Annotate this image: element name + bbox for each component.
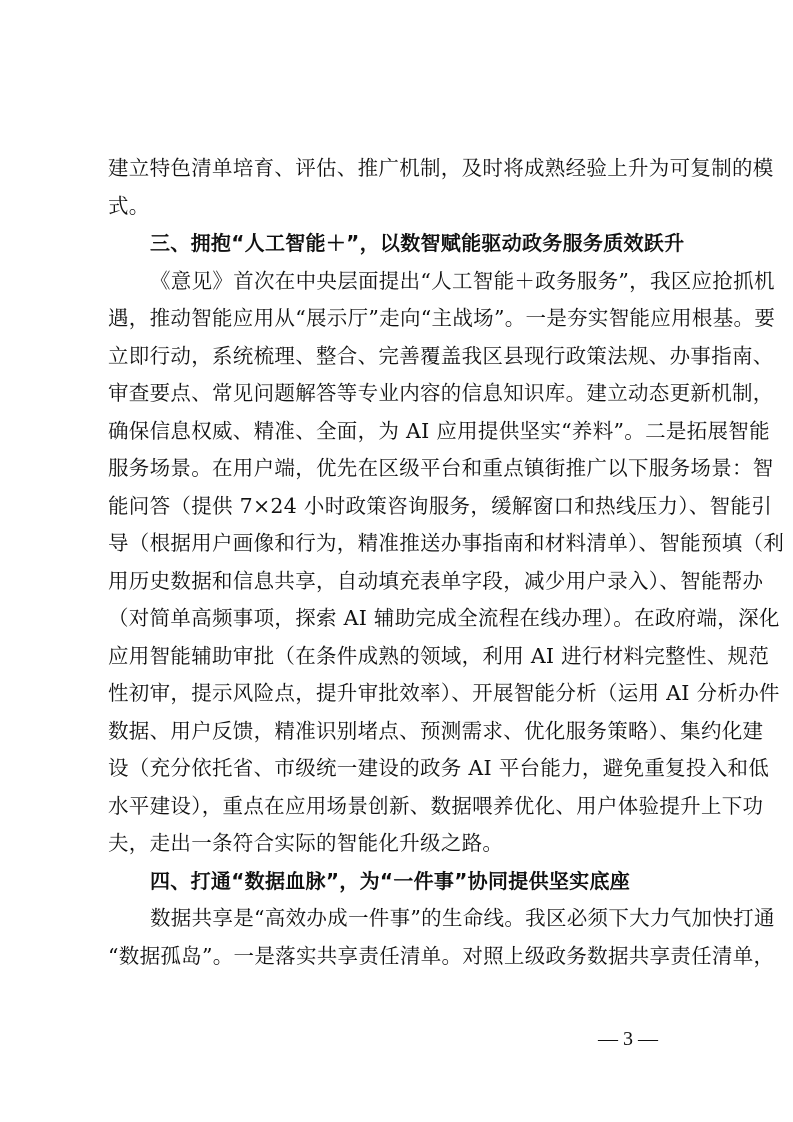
page-number: — 3 —: [598, 1028, 658, 1050]
body-line: 立即行动，系统梳理、整合、完善覆盖我区县现行政策法规、办事指南、: [108, 343, 774, 368]
body-line: 导（根据用户画像和行为，精准推送办事指南和材料清单）、智能预填（利: [108, 531, 785, 555]
body-line: 设（充分依托省、市级统一建设的政务 AI 平台能力，避免重复投入和低: [108, 756, 770, 780]
section-heading-3: 三、拥抱“人工智能＋”，以数智赋能驱动政务服务质效跃升: [150, 231, 685, 255]
body-line: 数据共享是“高效办成一件事”的生命线。我区必须下大力气加快打通: [150, 906, 775, 930]
body-line: 夫，走出一条符合实际的智能化升级之路。: [108, 831, 504, 855]
body-line: “数据孤岛”。一是落实共享责任清单。对照上级政务数据共享责任清单，: [108, 943, 775, 968]
body-line: 确保信息权威、精准、全面，为 AI 应用提供坚实“养料”。二是拓展智能: [108, 418, 770, 443]
body-line: 水平建设），重点在应用场景创新、数据喂养优化、用户体验提升上下功: [108, 793, 764, 818]
body-line: 性初审，提示风险点，提升审批效率）、开展智能分析（运用 AI 分析办件: [108, 681, 780, 705]
body-line: 建立特色清单培育、评估、推广机制，及时将成熟经验上升为可复制的模: [108, 156, 774, 180]
body-line: 审查要点、常见问题解答等专业内容的信息知识库。建立动态更新机制，: [108, 381, 774, 405]
body-line: 能问答（提供 7×24 小时政策咨询服务，缓解窗口和热线压力）、智能引: [108, 493, 773, 518]
document-body: [108, 150, 785, 975]
body-line: 服务场景。在用户端，优先在区级平台和重点镇街推广以下服务场景：智: [108, 456, 774, 480]
body-line: 《意见》首次在中央层面提出“人工智能＋政务服务”，我区应抢抓机: [150, 268, 775, 293]
body-line: （对简单高频事项，探索 AI 辅助完成全流程在线办理）。在政府端，深化: [108, 606, 780, 630]
section-heading-4: 四、打通“数据血脉”，为“一件事”协同提供坚实底座: [150, 868, 631, 893]
body-line: 应用智能辅助审批（在条件成熟的领域，利用 AI 进行材料完整性、规范: [108, 643, 770, 668]
body-line: 数据、用户反馈，精准识别堵点、预测需求、优化服务策略）、集约化建: [108, 718, 764, 743]
body-line: 式。: [108, 193, 150, 218]
body-line: 用历史数据和信息共享，自动填充表单字段，减少用户录入）、智能帮办: [108, 568, 764, 593]
body-line: 遇，推动智能应用从“展示厅”走向“主战场”。一是夯实智能应用根基。要: [108, 306, 776, 330]
